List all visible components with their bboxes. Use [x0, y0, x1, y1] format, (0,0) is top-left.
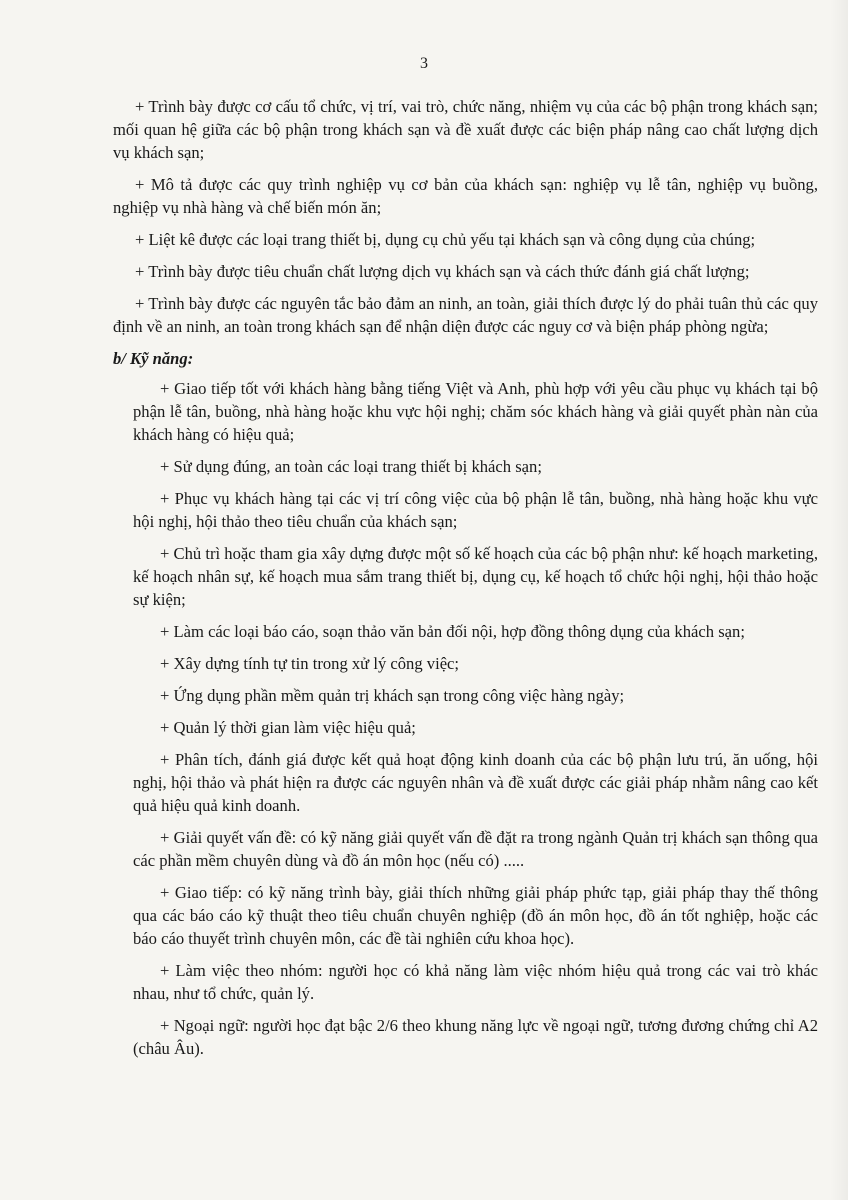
- skill-item: + Xây dựng tính tự tin trong xử lý công việc;: [160, 654, 460, 673]
- page-body: [113, 95, 818, 1069]
- scan-edge-shadow: [830, 0, 848, 1200]
- skill-item: + Phân tích, đánh giá được kết quả hoạt động kinh doanh của các bộ phận lưu trú, ăn uống, hội nghị, hội thảo và phát hiện ra được các nguyên nhân và đề xuất được các giải pháp nhằm nâng cao kết quả hiệu quả kinh doanh.: [133, 750, 818, 815]
- skill-item: + Giao tiếp: có kỹ năng trình bày, giải thích những giải pháp phức tạp, giải pháp thay thế thông qua các báo cáo kỹ thuật theo tiêu chuẩn chuyên nghiệp (đồ án môn học, đồ án tốt nghiệp, hoặc các báo cáo thuyết trình chuyên môn, các đề tài nghiên cứu khoa học).: [133, 883, 818, 948]
- skill-item: + Quản lý thời gian làm việc hiệu quả;: [160, 718, 416, 737]
- skill-item: + Sử dụng đúng, an toàn các loại trang thiết bị khách sạn;: [160, 457, 542, 476]
- knowledge-item: + Liệt kê được các loại trang thiết bị, dụng cụ chủ yếu tại khách sạn và công dụng của chúng;: [135, 230, 756, 249]
- section-heading-skills: b/ Kỹ năng:: [113, 349, 194, 368]
- skill-item: + Làm các loại báo cáo, soạn thảo văn bản đối nội, hợp đồng thông dụng của khách sạn;: [160, 622, 745, 641]
- skill-item: + Làm việc theo nhóm: người học có khả năng làm việc nhóm hiệu quả trong các vai trò khác nhau, như tổ chức, quản lý.: [133, 961, 818, 1003]
- page-number: 3: [420, 55, 428, 72]
- knowledge-item: + Trình bày được tiêu chuẩn chất lượng dịch vụ khách sạn và cách thức đánh giá chất lượng;: [135, 262, 750, 281]
- skill-item: + Phục vụ khách hàng tại các vị trí công việc của bộ phận lễ tân, buồng, nhà hàng hoặc khu vực hội nghị, hội thảo theo tiêu chuẩn của khách sạn;: [133, 489, 818, 531]
- skill-item: + Ứng dụng phần mềm quản trị khách sạn trong công việc hàng ngày;: [160, 686, 625, 705]
- skill-item: + Giao tiếp tốt với khách hàng bằng tiếng Việt và Anh, phù hợp với yêu cầu phục vụ khách tại bộ phận lễ tân, buồng, nhà hàng hoặc khu vực hội nghị; chăm sóc khách hàng và giải quyết phàn nàn của khách hàng có hiệu quả;: [133, 379, 818, 444]
- skill-item: + Giải quyết vấn đề: có kỹ năng giải quyết vấn đề đặt ra trong ngành Quản trị khách sạn thông qua các phần mềm chuyên dùng và đồ án môn học (nếu có) .....: [133, 828, 818, 870]
- skill-item: + Ngoại ngữ: người học đạt bậc 2/6 theo khung năng lực về ngoại ngữ, tương đương chứng chỉ A2 (châu Âu).: [133, 1016, 818, 1058]
- skill-item: + Chủ trì hoặc tham gia xây dựng được một số kế hoạch của các bộ phận như: kế hoạch marketing, kế hoạch nhân sự, kế hoạch mua sắm trang thiết bị, dụng cụ, kế hoạch tổ chức hội nghị, hội thảo hoặc sự kiện;: [133, 544, 818, 609]
- knowledge-item: + Trình bày được các nguyên tắc bảo đảm an ninh, an toàn, giải thích được lý do phải tuân thủ các quy định về an ninh, an toàn trong khách sạn để nhận diện được các nguy cơ và biện pháp phòng ngừa;: [113, 294, 818, 336]
- knowledge-item: + Trình bày được cơ cấu tổ chức, vị trí, vai trò, chức năng, nhiệm vụ của các bộ phận trong khách sạn; mối quan hệ giữa các bộ phận trong khách sạn và đề xuất được các biện pháp nâng cao chất lượng dịch vụ khách sạn;: [113, 97, 818, 162]
- knowledge-item: + Mô tả được các quy trình nghiệp vụ cơ bản của khách sạn: nghiệp vụ lễ tân, nghiệp vụ buồng, nghiệp vụ nhà hàng và chế biến món ăn;: [113, 175, 818, 217]
